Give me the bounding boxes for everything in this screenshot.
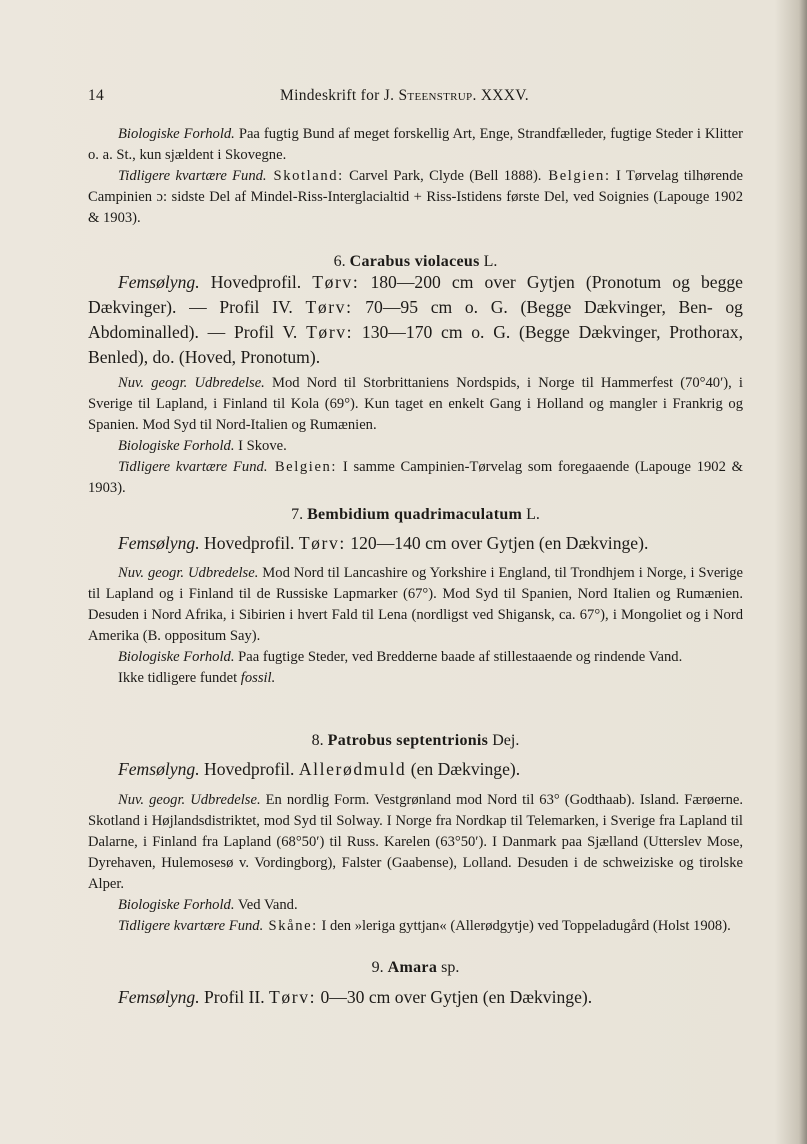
running-title-suffix: XXXV. — [476, 87, 529, 104]
biology-paragraph: Biologiske Forhold. I Skove. — [118, 438, 287, 454]
species-entry-7-notes — [88, 563, 743, 689]
biology-paragraph: Biologiske Forhold. Paa fugtig Bund af meget forskellig Art, Enge, Strandfælleder, fugtige Steder i Klitter o. a. St., kun sjældent i Skovegne. — [88, 126, 743, 163]
continued-entry — [88, 124, 743, 229]
biology-paragraph: Biologiske Forhold. Paa fugtige Steder, ved Bredderne baade af stillestaaende og rindende Vand. — [118, 649, 683, 665]
species-entry-6-notes — [88, 373, 743, 499]
biology-paragraph: Biologiske Forhold. Ved Vand. — [118, 897, 298, 913]
species-heading: 6. Carabus violaceus L. — [333, 253, 498, 270]
distribution-paragraph: Nuv. geogr. Udbredelse. Mod Nord til Storbrittaniens Nordspids, i Norge til Hammerfest (70°40′), i Sverige til Lapland, i Finland til Kola (69°). Kun taget en enkelt Gang i Holland og mangler i Frankrig og Spanien. Mod Syd til Nord-Italien og Rumænien. — [88, 375, 743, 433]
species-entry-6-body — [88, 270, 743, 370]
femsolyng-paragraph: Femsølyng. Hovedprofil. Tørv: 180—200 cm over Gytjen (Pronotum og begge Dækvinger). — Profil IV. Tørv: 70—95 cm o. G. (Begge Dækvinger, Ben- og Abdominalled). — Profil V. Tørv: 130—170 cm o. G. (Begge Dækvinger, Prothorax, Benled), do. (Hoved, Pronotum). — [88, 272, 743, 367]
femsolyng-paragraph: Femsølyng. Hovedprofil. Allerødmuld (en Dækvinge). — [118, 759, 521, 779]
distribution-paragraph: Nuv. geogr. Udbredelse. En nordlig Form. Vestgrønland mod Nord til 63° (Godthaab). Island. Færøerne. Skotland i Højlandsdistriktet, mod Syd til Solway. I Norge fra Nordkap til Telemarken, i Sverige fra Lapland til Dalarne, i Finland fra Lapland (68°50′) til Russ. Karelen (63°50′). I Danmark paa Sjælland (Utterslev Mose, Dyrehaven, Hulemosesø v. Vordingborg), Falster (Gaabense), Lolland. Desuden i de schweiziske og tirolske Alper. — [88, 792, 743, 892]
species-entry-9-body — [88, 985, 743, 1010]
species-entry-8-body — [88, 757, 743, 782]
species-entry-7 — [88, 506, 743, 524]
running-title — [280, 87, 529, 105]
species-entry-6 — [88, 253, 743, 271]
running-header — [88, 87, 743, 109]
species-entry-7-body — [88, 531, 743, 556]
running-title-name: Steenstrup. — [398, 87, 477, 104]
species-heading: 8. Patrobus septentrionis Dej. — [311, 732, 520, 749]
species-entry-9 — [88, 959, 743, 977]
earlier-finds-paragraph: Tidligere kvartære Fund. Skåne: I den »leriga gyttjan« (Allerødgytje) ved Toppeladugård (Holst 1908). — [118, 918, 731, 934]
running-title-prefix: Mindeskrift for J. — [280, 87, 399, 104]
earlier-finds-paragraph: Tidligere kvartære Fund. Belgien: I samme Campinien-Tørvelag som foregaaende (Lapouge 1902 & 1903). — [88, 459, 743, 496]
earlier-finds-paragraph: Tidligere kvartære Fund. Skotland: Carvel Park, Clyde (Bell 1888). Belgien: I Tørvelag tilhørende Campinien ɔ: sidste Del af Mindel-Riss-Interglacialtid + Riss-Istidens første Del, ved Soignies (Lapouge 1902 & 1903). — [88, 168, 744, 226]
species-entry-8-notes — [88, 790, 743, 937]
species-entry-8 — [88, 732, 743, 750]
femsolyng-paragraph: Femsølyng. Hovedprofil. Tørv: 120—140 cm over Gytjen (en Dækvinge). — [118, 533, 649, 553]
species-heading: 9. Amara sp. — [371, 959, 460, 976]
fossil-note: Ikke tidligere fundet fossil. — [118, 670, 276, 686]
distribution-paragraph: Nuv. geogr. Udbredelse. Mod Nord til Lancashire og Yorkshire i England, til Trondhjem i Norge, i Sverige til Lapland og i Finland til de Russiske Lapmarker (67°). Mod Syd til Spanien, Nord Italien og Rumænien. Desuden i Nord Afrika, i Sibirien i hvert Fald til Lena (nordligst ved Shigansk, ca. 67°), i Mongoliet og i Nord Amerika (B. oppositum Say). — [88, 565, 743, 644]
species-heading: 7. Bembidium quadrimaculatum L. — [291, 506, 540, 523]
femsolyng-paragraph: Femsølyng. Profil II. Tørv: 0—30 cm over Gytjen (en Dækvinge). — [118, 987, 593, 1007]
page-number: 14 — [88, 87, 105, 104]
